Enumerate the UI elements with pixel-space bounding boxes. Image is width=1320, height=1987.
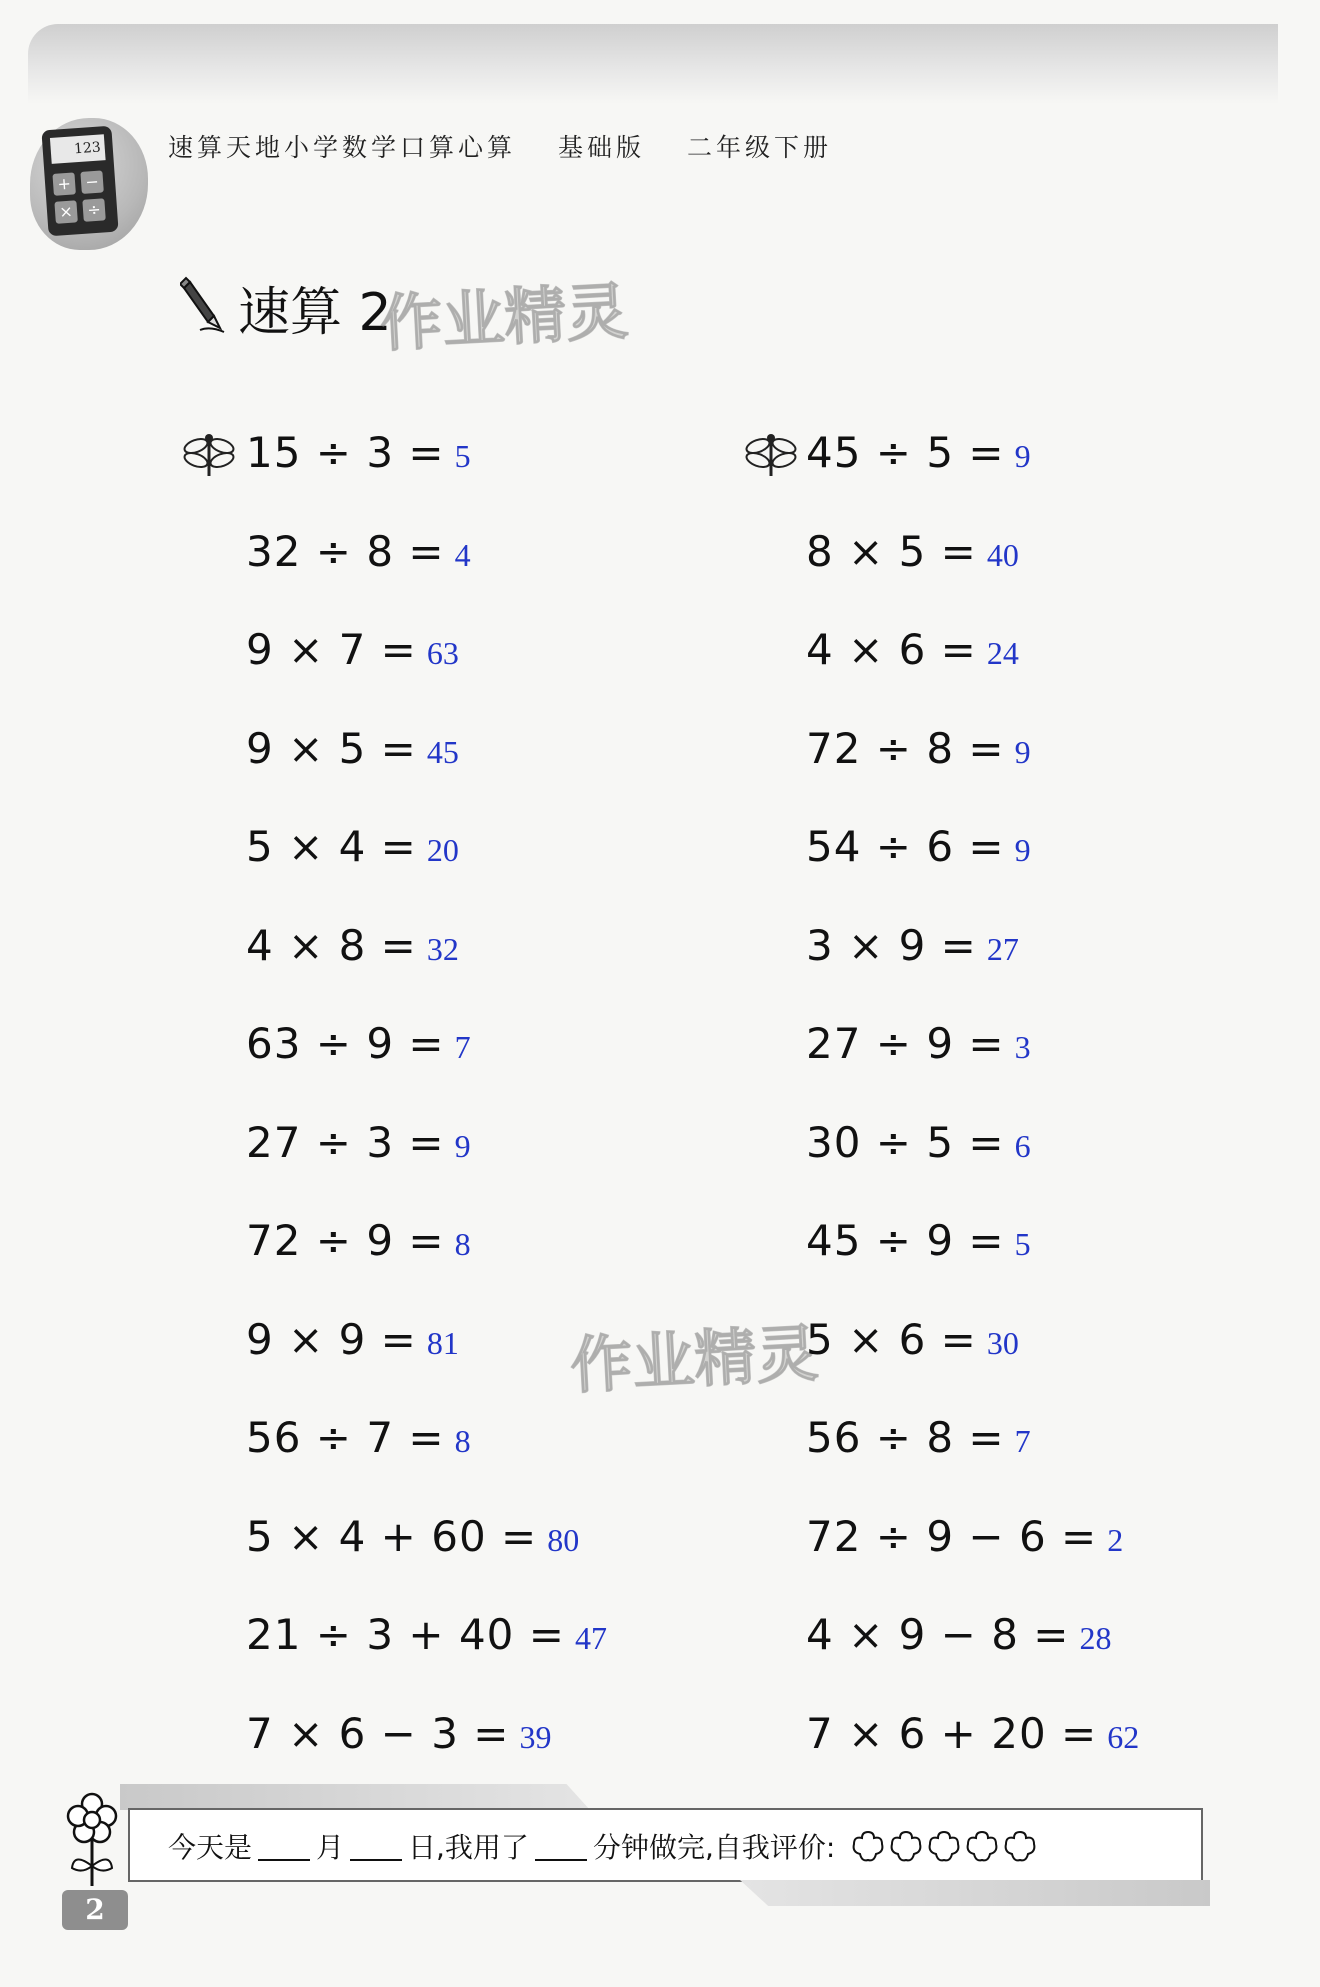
self-rating — [850, 1828, 1040, 1871]
handwritten-answer[interactable]: 2 — [1107, 1522, 1124, 1558]
problem-row — [246, 1607, 607, 1663]
handwritten-answer[interactable]: 5 — [454, 438, 471, 474]
handwritten-answer[interactable]: 4 — [454, 537, 471, 573]
day-used-label: 日,我用了 — [408, 1831, 529, 1864]
problem-expression: 56 ÷ 7 = — [246, 1413, 445, 1462]
problem-row — [806, 1016, 1031, 1072]
handwritten-answer[interactable]: 45 — [426, 734, 459, 770]
problem-row — [246, 1410, 471, 1466]
problem-expression: 4 × 8 = — [246, 921, 417, 970]
flower-outline-icon — [930, 1832, 959, 1860]
handwritten-answer[interactable]: 8 — [454, 1423, 471, 1459]
dragonfly-icon — [182, 432, 240, 478]
handwritten-answer[interactable]: 24 — [986, 635, 1019, 671]
problem-row — [806, 918, 1019, 974]
plus-key: + — [52, 172, 75, 195]
problem-row — [246, 1509, 579, 1565]
dragonfly-icon — [744, 432, 802, 478]
problem-row — [806, 425, 1031, 481]
month-blank[interactable] — [258, 1833, 310, 1861]
problem-expression: 21 ÷ 3 + 40 = — [246, 1610, 565, 1659]
watermark: 作业精灵 — [378, 274, 631, 361]
day-blank[interactable] — [350, 1833, 402, 1861]
problem-row — [246, 918, 459, 974]
problem-expression: 45 ÷ 5 = — [806, 428, 1005, 477]
problem-row — [806, 1115, 1031, 1171]
flower-icon — [62, 1790, 122, 1890]
handwritten-answer[interactable]: 7 — [1014, 1423, 1031, 1459]
handwritten-answer[interactable]: 6 — [1014, 1128, 1031, 1164]
handwritten-answer[interactable]: 47 — [574, 1620, 607, 1656]
handwritten-answer[interactable]: 9 — [1014, 734, 1031, 770]
problem-expression: 4 × 9 − 8 = — [806, 1610, 1070, 1659]
problem-row — [246, 1115, 471, 1171]
problem-expression: 15 ÷ 3 = — [246, 428, 445, 477]
problem-expression: 7 × 6 − 3 = — [246, 1709, 510, 1758]
calculator-icon — [41, 126, 118, 237]
problem-row — [806, 1410, 1031, 1466]
problem-row — [246, 1213, 471, 1269]
footer-shade — [120, 1784, 590, 1810]
handwritten-answer[interactable]: 5 — [1014, 1226, 1031, 1262]
problem-expression: 5 × 4 = — [246, 822, 417, 871]
problem-expression: 27 ÷ 9 = — [806, 1019, 1005, 1068]
minus-key: − — [80, 170, 103, 193]
problem-row — [246, 425, 471, 481]
problem-expression: 72 ÷ 9 = — [246, 1216, 445, 1265]
header-band — [28, 24, 1278, 104]
handwritten-answer[interactable]: 30 — [986, 1325, 1019, 1361]
flower-outline-icon — [892, 1832, 921, 1860]
problem-expression: 72 ÷ 9 − 6 = — [806, 1512, 1098, 1561]
problem-row — [806, 1706, 1139, 1762]
problem-expression: 72 ÷ 8 = — [806, 724, 1005, 773]
problem-row — [806, 1509, 1123, 1565]
problem-expression: 7 × 6 + 20 = — [806, 1709, 1098, 1758]
problem-row — [806, 819, 1031, 875]
handwritten-answer[interactable]: 9 — [1014, 438, 1031, 474]
handwritten-answer[interactable]: 80 — [547, 1522, 580, 1558]
book-header — [168, 128, 862, 164]
rating-flowers — [850, 1828, 1040, 1864]
section-title: 速算 2 — [238, 283, 392, 343]
problem-expression: 9 × 9 = — [246, 1315, 417, 1364]
problem-row — [246, 1016, 471, 1072]
problem-expression: 32 ÷ 8 = — [246, 527, 445, 576]
problem-expression: 63 ÷ 9 = — [246, 1019, 445, 1068]
problem-row — [806, 622, 1019, 678]
handwritten-answer[interactable]: 7 — [454, 1029, 471, 1065]
problem-expression: 54 ÷ 6 = — [806, 822, 1005, 871]
problem-expression: 5 × 6 = — [806, 1315, 977, 1364]
flower-outline-icon — [968, 1832, 997, 1860]
pencil-icon — [180, 276, 228, 334]
problem-expression: 9 × 5 = — [246, 724, 417, 773]
handwritten-answer[interactable]: 81 — [426, 1325, 459, 1361]
problem-row — [806, 721, 1031, 777]
edition-label: 基础版 — [557, 133, 645, 162]
handwritten-answer[interactable]: 40 — [986, 537, 1019, 573]
problem-expression: 4 × 6 = — [806, 625, 977, 674]
calculator-screen: 123 — [50, 134, 106, 164]
problem-expression: 9 × 7 = — [246, 625, 417, 674]
problem-expression: 5 × 4 + 60 = — [246, 1512, 538, 1561]
minutes-blank[interactable] — [535, 1833, 587, 1861]
problem-row — [246, 721, 459, 777]
divide-key: ÷ — [82, 198, 105, 221]
handwritten-answer[interactable]: 20 — [426, 832, 459, 868]
handwritten-answer[interactable]: 9 — [1014, 832, 1031, 868]
today-label: 今天是 — [168, 1831, 253, 1864]
book-title: 速算天地小学数学口算心算 — [168, 133, 517, 162]
problem-row — [246, 1312, 459, 1368]
problem-row — [806, 1607, 1112, 1663]
handwritten-answer[interactable]: 3 — [1014, 1029, 1031, 1065]
problem-expression: 30 ÷ 5 = — [806, 1118, 1005, 1167]
problem-expression: 3 × 9 = — [806, 921, 977, 970]
handwritten-answer[interactable]: 62 — [1107, 1719, 1140, 1755]
handwritten-answer[interactable]: 63 — [426, 635, 459, 671]
flower-outline-icon — [1006, 1832, 1035, 1860]
handwritten-answer[interactable]: 8 — [454, 1226, 471, 1262]
problem-row — [246, 1706, 552, 1762]
problem-expression: 8 × 5 = — [806, 527, 977, 576]
problem-row — [806, 524, 1019, 580]
minutes-label: 分钟做完,自我评价: — [592, 1831, 836, 1864]
problem-expression: 27 ÷ 3 = — [246, 1118, 445, 1167]
problem-expression: 56 ÷ 8 = — [806, 1413, 1005, 1462]
handwritten-answer[interactable]: 9 — [454, 1128, 471, 1164]
times-key: × — [54, 200, 77, 223]
page-number: 2 — [62, 1890, 128, 1930]
problem-row — [246, 622, 459, 678]
watermark: 作业精灵 — [568, 1316, 821, 1403]
problem-row — [806, 1213, 1031, 1269]
footer-record-text — [168, 1826, 1040, 1871]
problem-expression: 45 ÷ 9 = — [806, 1216, 1005, 1265]
handwritten-answer[interactable]: 32 — [426, 931, 459, 967]
handwritten-answer[interactable]: 28 — [1079, 1620, 1112, 1656]
handwritten-answer[interactable]: 27 — [986, 931, 1019, 967]
problem-row — [246, 524, 471, 580]
month-label: 月 — [316, 1831, 345, 1864]
problem-row — [246, 819, 459, 875]
grade-label: 二年级下册 — [686, 133, 832, 162]
handwritten-answer[interactable]: 39 — [519, 1719, 552, 1755]
footer-shade — [740, 1880, 1210, 1906]
problem-row — [806, 1312, 1019, 1368]
flower-outline-icon — [854, 1832, 883, 1860]
